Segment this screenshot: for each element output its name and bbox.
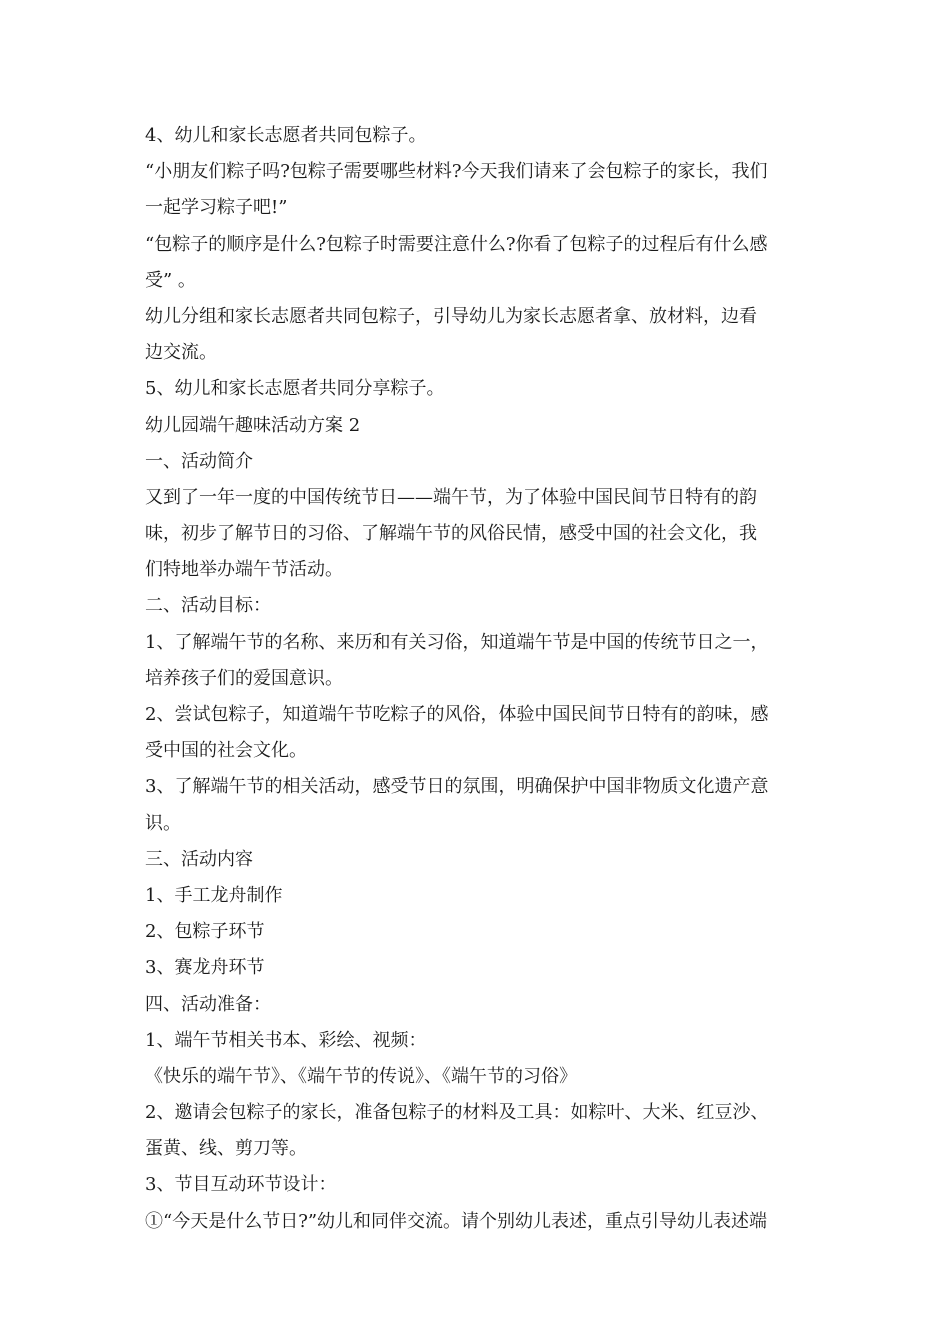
text-line: ①“今天是什么节日?”幼儿和同伴交流。请个别幼儿表述，重点引导幼儿表述端: [145, 1210, 768, 1232]
text-line: 1、了解端午节的名称、来历和有关习俗，知道端午节是中国的传统节日之一，: [145, 631, 769, 653]
text-line: 受” 。: [145, 269, 196, 291]
text-line: 3、了解端午节的相关活动，感受节日的氛围，明确保护中国非物质文化遗产意: [145, 776, 769, 798]
list-item: 3、赛龙舟环节: [145, 957, 265, 979]
text-line: 幼儿分组和家长志愿者共同包粽子，引导幼儿为家长志愿者拿、放材料，边看: [145, 305, 757, 327]
section-title: 幼儿园端午趣味活动方案 2: [145, 414, 361, 436]
text-line: 培养孩子们的爱国意识。: [145, 667, 343, 689]
document-body: [145, 118, 810, 1240]
text-line: 《快乐的端午节》、《端午节的传说》、《端午节的习俗》: [145, 1065, 577, 1087]
text-line: 味，初步了解节日的习俗、了解端午节的风俗民情，感受中国的社会文化，我: [145, 523, 757, 545]
list-item: 1、手工龙舟制作: [145, 884, 283, 906]
text-line: “小朋友们粽子吗?包粽子需要哪些材料?今天我们请来了会包粽子的家长，我们: [145, 161, 768, 183]
text-line: 边交流。: [145, 342, 217, 364]
text-line: 受中国的社会文化。: [145, 740, 307, 762]
text-line: 蛋黄、线、剪刀等。: [145, 1138, 307, 1160]
text-line: 2、尝试包粽子，知道端午节吃粽子的风俗，体验中国民间节日特有的韵味，感: [145, 704, 769, 725]
section-heading: 二、活动目标：: [145, 595, 271, 617]
text-line: “包粽子的顺序是什么?包粽子时需要注意什么?你看了包粽子的过程后有什么感: [145, 233, 768, 255]
section-heading: 一、活动简介: [145, 450, 253, 472]
text-line: 们特地举办端午节活动。: [145, 559, 343, 581]
text-line: 又到了一年一度的中国传统节日——端午节，为了体验中国民间节日特有的韵: [145, 486, 757, 508]
list-item: 1、端午节相关书本、彩绘、视频：: [145, 1029, 427, 1051]
section-heading: 四、活动准备：: [145, 993, 271, 1015]
text-line: 识。: [145, 812, 181, 834]
list-item: 2、包粽子环节: [145, 921, 265, 943]
text-line: 4、幼儿和家长志愿者共同包粽子。: [145, 125, 427, 146]
text-line: 一起学习粽子吧!”: [145, 197, 288, 219]
list-item: 2、邀请会包粽子的家长，准备包粽子的材料及工具：如粽叶、大米、红豆沙、: [145, 1102, 769, 1124]
list-item: 3、节目互动环节设计：: [145, 1174, 337, 1196]
section-heading: 三、活动内容: [145, 848, 253, 870]
text-line: 5、幼儿和家长志愿者共同分享粽子。: [145, 378, 445, 400]
